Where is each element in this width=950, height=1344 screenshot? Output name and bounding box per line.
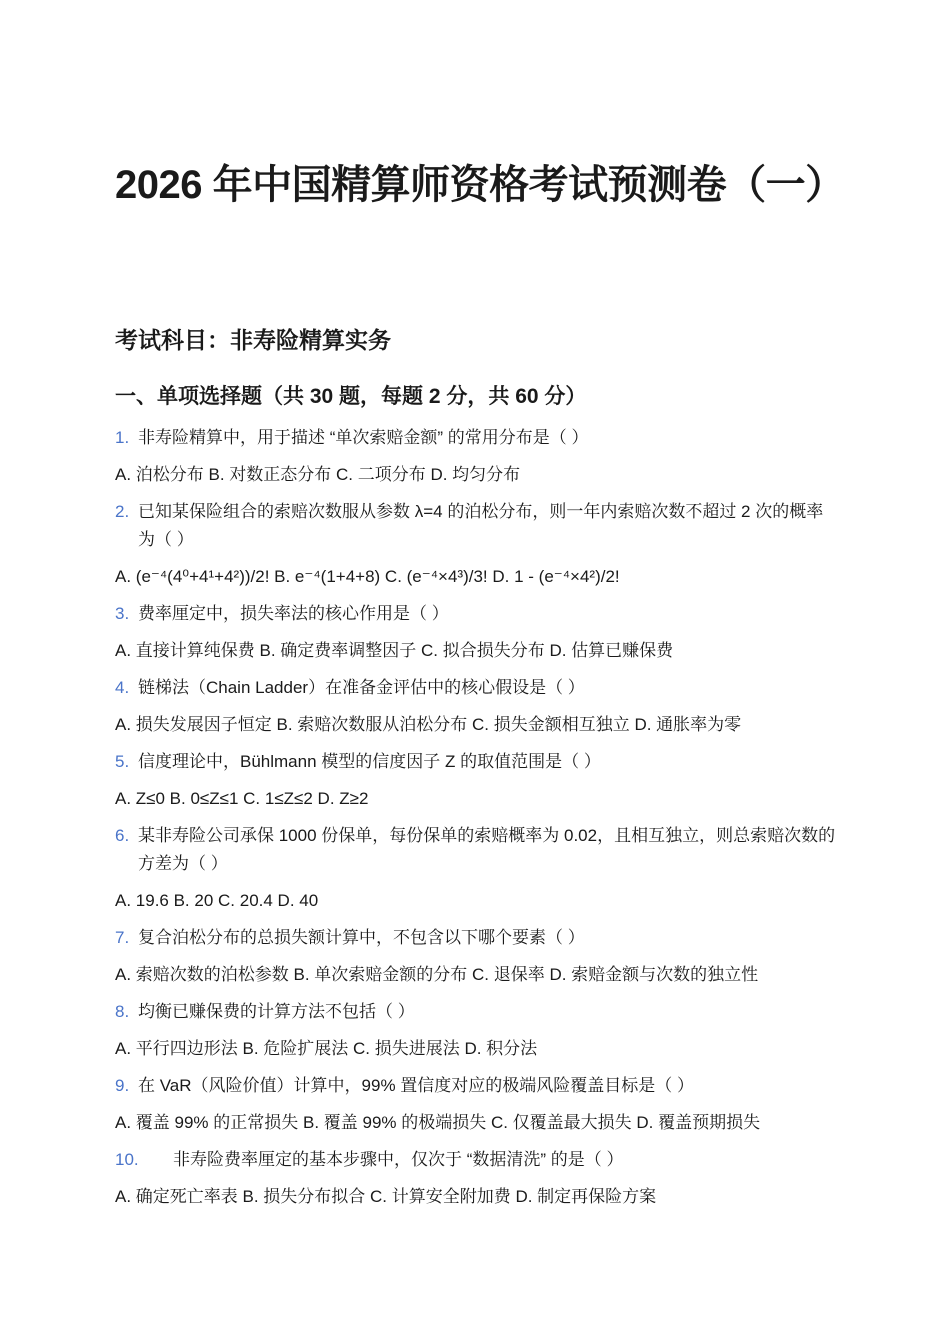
question-options: A. Z≤0 B. 0≤Z≤1 C. 1≤Z≤2 D. Z≥2 (115, 789, 369, 808)
question-text: 费率厘定中，损失率法的核心作用是（ ） (138, 604, 449, 623)
question-text: 均衡已赚保费的计算方法不包括（ ） (138, 1002, 415, 1021)
question-number: 6. (115, 826, 130, 845)
question-options: A. 19.6 B. 20 C. 20.4 D. 40 (115, 891, 319, 910)
question-list (115, 424, 840, 1220)
question-number: 3. (115, 604, 130, 623)
question-text: 非寿险精算中，用于描述 “单次索赔金额” 的常用分布是（ ） (138, 428, 589, 447)
question-number: 2. (115, 502, 130, 521)
question-options: A. 直接计算纯保费 B. 确定费率调整因子 C. 拟合损失分布 D. 估算已赚保费 (115, 641, 674, 660)
question-item (115, 674, 840, 702)
section-heading: 一、单项选择题（共 30 题，每题 2 分，共 60 分） (115, 385, 587, 408)
question-options: A. 覆盖 99% 的正常损失 B. 覆盖 99% 的极端损失 C. 仅覆盖最大损失 D. 覆盖预期损失 (115, 1113, 761, 1132)
question-options: A. (e⁻⁴(4⁰+4¹+4²))/2! B. e⁻⁴(1+4+8) C. (e⁻⁴×4³)/3! D. 1 - (e⁻⁴×4²)/2! (115, 567, 620, 586)
question-item (115, 924, 840, 952)
page-title: 2026 年中国精算师资格考试预测卷（一） (115, 163, 845, 207)
question-text: 非寿险费率厘定的基本步骤中，仅次于 “数据清洗” 的是（ ） (173, 1150, 624, 1169)
question-item (115, 748, 840, 776)
question-text: 某非寿险公司承保 1000 份保单，每份保单的索赔概率为 0.02，且相互独立，则总索赔次数的方差为（ ） (138, 826, 836, 873)
question-number: 8. (115, 1002, 130, 1021)
question-item (115, 424, 840, 452)
question-number: 10. (115, 1150, 139, 1169)
question-text: 复合泊松分布的总损失额计算中，不包含以下哪个要素（ ） (138, 928, 585, 947)
question-item (115, 498, 840, 554)
question-number: 1. (115, 428, 130, 447)
question-text: 在 VaR（风险价值）计算中，99% 置信度对应的极端风险覆盖目标是（ ） (138, 1076, 695, 1095)
question-item (115, 1072, 840, 1100)
question-number: 4. (115, 678, 130, 697)
question-text: 信度理论中，Bühlmann 模型的信度因子 Z 的取值范围是（ ） (138, 752, 601, 771)
question-item (115, 822, 840, 878)
exam-subject: 考试科目：非寿险精算实务 (115, 327, 391, 353)
question-number: 5. (115, 752, 130, 771)
question-text: 已知某保险组合的索赔次数服从参数 λ=4 的泊松分布，则一年内索赔次数不超过 2 次的概率为（ ） (138, 502, 824, 549)
question-item (115, 998, 840, 1026)
question-options: A. 确定死亡率表 B. 损失分布拟合 C. 计算安全附加费 D. 制定再保险方案 (115, 1187, 657, 1206)
question-options: A. 损失发展因子恒定 B. 索赔次数服从泊松分布 C. 损失金额相互独立 D. 通胀率为零 (115, 715, 742, 734)
question-number: 7. (115, 928, 130, 947)
question-options: A. 平行四边形法 B. 危险扩展法 C. 损失进展法 D. 积分法 (115, 1039, 538, 1058)
question-options: A. 泊松分布 B. 对数正态分布 C. 二项分布 D. 均匀分布 (115, 465, 521, 484)
question-options: A. 索赔次数的泊松参数 B. 单次索赔金额的分布 C. 退保率 D. 索赔金额与次数的独立性 (115, 965, 759, 984)
question-item (115, 600, 840, 628)
question-number: 9. (115, 1076, 130, 1095)
question-item (115, 1146, 840, 1174)
question-text: 链梯法（Chain Ladder）在准备金评估中的核心假设是（ ） (138, 678, 585, 697)
